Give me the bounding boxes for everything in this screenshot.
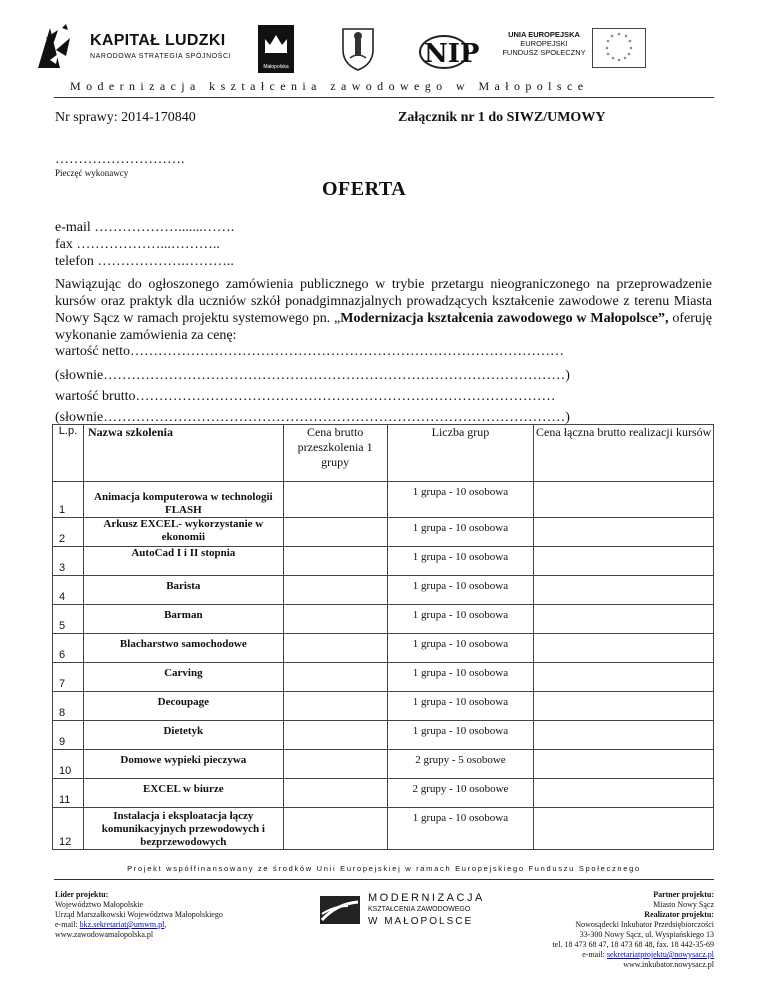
svg-text:*: * (606, 52, 610, 59)
realizator-line-1: Nowosądecki Inkubator Przedsiębiorczości (575, 920, 714, 929)
row-price-cell[interactable] (283, 576, 387, 605)
row-name: Dietetyk (83, 721, 283, 750)
attachment-label: Załącznik nr 1 do SIWZ/UMOWY (398, 110, 606, 125)
malopolska-crown-icon (258, 27, 294, 61)
row-name: Arkusz EXCEL- wykorzystanie w ekonomii (83, 518, 283, 547)
table-row (53, 547, 714, 576)
row-name: Barista (83, 576, 283, 605)
intro-paragraph (55, 276, 712, 344)
leader-email-link[interactable]: bkz.sekretariat@umwm.pl (79, 920, 165, 929)
svg-text:*: * (623, 56, 627, 63)
phone-line: telefon ……………….……….. (55, 254, 234, 269)
modernizacja-swoosh-icon (318, 892, 362, 928)
row-total-cell[interactable] (534, 576, 714, 605)
row-groups: 1 grupa - 10 osobowa (387, 692, 534, 721)
row-price-cell[interactable] (283, 605, 387, 634)
table-row (53, 605, 714, 634)
row-groups: 1 grupa - 10 osobowa (387, 482, 534, 518)
table-row (53, 576, 714, 605)
realizator-title: Realizator projektu: (644, 910, 714, 919)
kapital-ludzki-subtitle: NARODOWA STRATEGIA SPÓJNOŚCI (90, 53, 232, 60)
row-total-cell[interactable] (534, 605, 714, 634)
svg-text:*: * (606, 39, 610, 46)
city-crest-icon (340, 26, 376, 72)
project-name: Modernizacja kształcenia zawodowego w Małopolsce”, (340, 311, 669, 326)
mod-line-3: W MAŁOPOLSCE (368, 916, 474, 927)
svg-text:*: * (628, 39, 632, 46)
row-name: Blacharstwo samochodowe (83, 634, 283, 663)
row-groups: 2 grupy - 10 osobowe (387, 779, 534, 808)
row-groups: 1 grupa - 10 osobowa (387, 576, 534, 605)
row-lp: 7 (59, 678, 66, 690)
eu-flag (592, 28, 646, 68)
row-total-cell[interactable] (534, 750, 714, 779)
table-row (53, 663, 714, 692)
row-lp: 5 (59, 620, 66, 632)
row-lp: 10 (59, 765, 72, 777)
row-groups: 2 grupy - 5 osobowe (387, 750, 534, 779)
kapital-ludzki-emblem-icon (36, 20, 86, 70)
row-price-cell[interactable] (283, 518, 387, 547)
realizator-email-label: e-mail: (582, 950, 607, 959)
row-name: Barman (83, 605, 283, 634)
row-lp: 12 (59, 836, 72, 848)
realizator-www[interactable]: www.inkubator.nowysacz.pl (623, 960, 714, 969)
header-divider (54, 97, 714, 98)
row-lp: 6 (59, 649, 66, 661)
row-groups: 1 grupa - 10 osobowa (387, 721, 534, 750)
net-words-line: (słownie………………………………………………………………………………………) (55, 368, 570, 383)
header-groups: Liczba grup (387, 425, 534, 482)
svg-text:*: * (610, 34, 614, 41)
row-total-cell[interactable] (534, 808, 714, 850)
row-groups: 1 grupa - 10 osobowa (387, 547, 534, 576)
row-total-cell[interactable] (534, 634, 714, 663)
leader-www[interactable]: www.zawodowamalopolska.pl (55, 930, 154, 939)
gross-value-line: wartość brutto……………………………………………………………………………… (55, 389, 556, 404)
row-groups: 1 grupa - 10 osobowa (387, 605, 534, 634)
row-price-cell[interactable] (283, 482, 387, 518)
intro-text: Nawiązując do ogłoszonego zamówienia publicznego w trybie przetargu nieograniczonego na przeprowadzenie kursów oraz praktyk dla uczniów szkół ponadgimnazjalnych prowadzących kształcenie zawodowe z terenu Miasta Nowy Sącz w ramach projektu systemowego pn. „ (55, 277, 712, 326)
mod-line-1: MODERNIZACJA (368, 892, 485, 904)
row-groups: 1 grupa - 10 osobowa (387, 634, 534, 663)
row-price-cell[interactable] (283, 808, 387, 850)
malopolska-logo (258, 25, 294, 73)
svg-text:*: * (629, 46, 633, 53)
row-total-cell[interactable] (534, 482, 714, 518)
table-row (53, 634, 714, 663)
nip-logo (416, 30, 480, 72)
row-price-cell[interactable] (283, 692, 387, 721)
intro-end: oferuję wykonanie zamówienia za cenę: (55, 311, 712, 343)
leader-title: Lider projektu: (55, 890, 109, 899)
row-groups: 1 grupa - 10 osobowa (387, 518, 534, 547)
row-name: Domowe wypieki pieczywa (83, 750, 283, 779)
svg-text:*: * (627, 52, 631, 59)
row-lp: 2 (59, 533, 66, 545)
realizator-email-line (552, 950, 714, 960)
table-row (53, 808, 714, 850)
leader-email-label: e-mail: (55, 920, 80, 929)
row-name: Instalacja i eksploatacja łączy komunikacyjnych przewodowych i bezprzewodowych (83, 808, 283, 850)
fax-line: fax ………………...……….. (55, 237, 220, 252)
row-name: Decoupage (83, 692, 283, 721)
realizator-email-link[interactable]: sekretariatprojektu@nowysacz.pl (606, 950, 714, 959)
row-name: AutoCad I i II stopnia (83, 547, 283, 576)
table-row (53, 692, 714, 721)
table-row (53, 721, 714, 750)
row-total-cell[interactable] (534, 779, 714, 808)
footer-project-line: Projekt współfinansowany ze środków Unii Europejskiej w ramach Europejskiego Funduszu Społecznego (127, 864, 641, 873)
header-price: Cena brutto przeszkolenia 1 grupy (283, 425, 387, 482)
row-lp: 4 (59, 591, 66, 603)
row-price-cell[interactable] (283, 721, 387, 750)
row-price-cell[interactable] (283, 663, 387, 692)
row-total-cell[interactable] (534, 518, 714, 547)
leader-line-2: Urząd Marszałkowski Województwa Małopolskiego (55, 910, 223, 919)
leader-email-line: e-mail: bkz.sekretariat@umwm.pl, (55, 920, 167, 929)
kapital-ludzki-title: KAPITAŁ LUDZKI (90, 32, 226, 49)
header-lp: L.p. (53, 425, 84, 482)
kapital-ludzki-logo (36, 20, 251, 70)
header-name: Nazwa szkolenia (83, 425, 283, 482)
page-title: OFERTA (322, 178, 407, 200)
svg-text:*: * (617, 58, 621, 65)
courses-table (52, 424, 714, 850)
row-name: Carving (83, 663, 283, 692)
row-price-cell[interactable] (283, 547, 387, 576)
case-number: Nr sprawy: 2014-170840 (55, 110, 196, 125)
nowy-sacz-crest (340, 26, 376, 72)
footer-leader (55, 890, 223, 940)
partner-line-1: Miasto Nowy Sącz (653, 900, 714, 909)
table-row (53, 779, 714, 808)
row-total-cell[interactable] (534, 692, 714, 721)
motto-line: Modernizacja kształcenia zawodowego w Małopolsce (70, 79, 589, 93)
row-lp: 3 (59, 562, 66, 574)
gross-words-line: (słownie………………………………………………………………………………………) (55, 410, 570, 425)
eu-text (498, 30, 590, 57)
row-name: Animacja komputerowa w technologii FLASH (83, 482, 283, 518)
header-total: Cena łączna brutto realizacji kursów (534, 425, 714, 482)
row-name: EXCEL w biurze (83, 779, 283, 808)
row-lp: 11 (59, 794, 71, 806)
row-price-cell[interactable] (283, 779, 387, 808)
eu-line-2: EUROPEJSKI (520, 39, 568, 48)
svg-text:*: * (624, 34, 628, 41)
svg-text:*: * (617, 32, 621, 39)
stamp-label: Pieczęć wykonawcy (55, 168, 129, 178)
row-lp: 1 (59, 504, 66, 516)
table-header-row (53, 425, 714, 482)
row-lp: 8 (59, 707, 66, 719)
eu-line-1: UNIA EUROPEJSKA (508, 30, 580, 39)
realizator-line-3: tel. 18 473 68 47, 18 473 68 48, fax. 18 442-35-69 (552, 940, 714, 949)
row-groups: 1 grupa - 10 osobowa (387, 808, 534, 850)
row-total-cell[interactable] (534, 547, 714, 576)
mod-line-2: KSZTAŁCENIA ZAWODOWEGO (368, 906, 471, 913)
row-total-cell[interactable] (534, 663, 714, 692)
svg-text:*: * (605, 46, 609, 53)
nip-emblem-icon (416, 30, 480, 72)
row-price-cell[interactable] (283, 634, 387, 663)
stamp-dots: ………………………. (55, 152, 185, 167)
table-row (53, 518, 714, 547)
footer-divider (54, 879, 714, 880)
row-groups: 1 grupa - 10 osobowa (387, 663, 534, 692)
realizator-line-2: 33-300 Nowy Sącz, ul. Wyspiańskiego 13 (579, 930, 714, 939)
partner-title: Partner projektu: (653, 890, 714, 899)
modernizacja-logo (318, 890, 518, 930)
svg-text:*: * (611, 56, 615, 63)
email-line: e-mail ……………….......……. (55, 220, 235, 235)
eu-stars-icon (593, 29, 645, 67)
malopolska-label: Małopolska (263, 64, 289, 70)
leader-line-1: Województwo Małopolskie (55, 900, 144, 909)
net-value-line: wartość netto………………………………………………………………………………… (55, 344, 565, 359)
row-lp: 9 (59, 736, 66, 748)
footer-partner (552, 890, 714, 970)
eu-line-3: FUNDUSZ SPOŁECZNY (502, 48, 586, 57)
table-row (53, 750, 714, 779)
svg-text:NIP: NIP (424, 39, 480, 69)
table-row (53, 482, 714, 518)
row-price-cell[interactable] (283, 750, 387, 779)
row-total-cell[interactable] (534, 721, 714, 750)
